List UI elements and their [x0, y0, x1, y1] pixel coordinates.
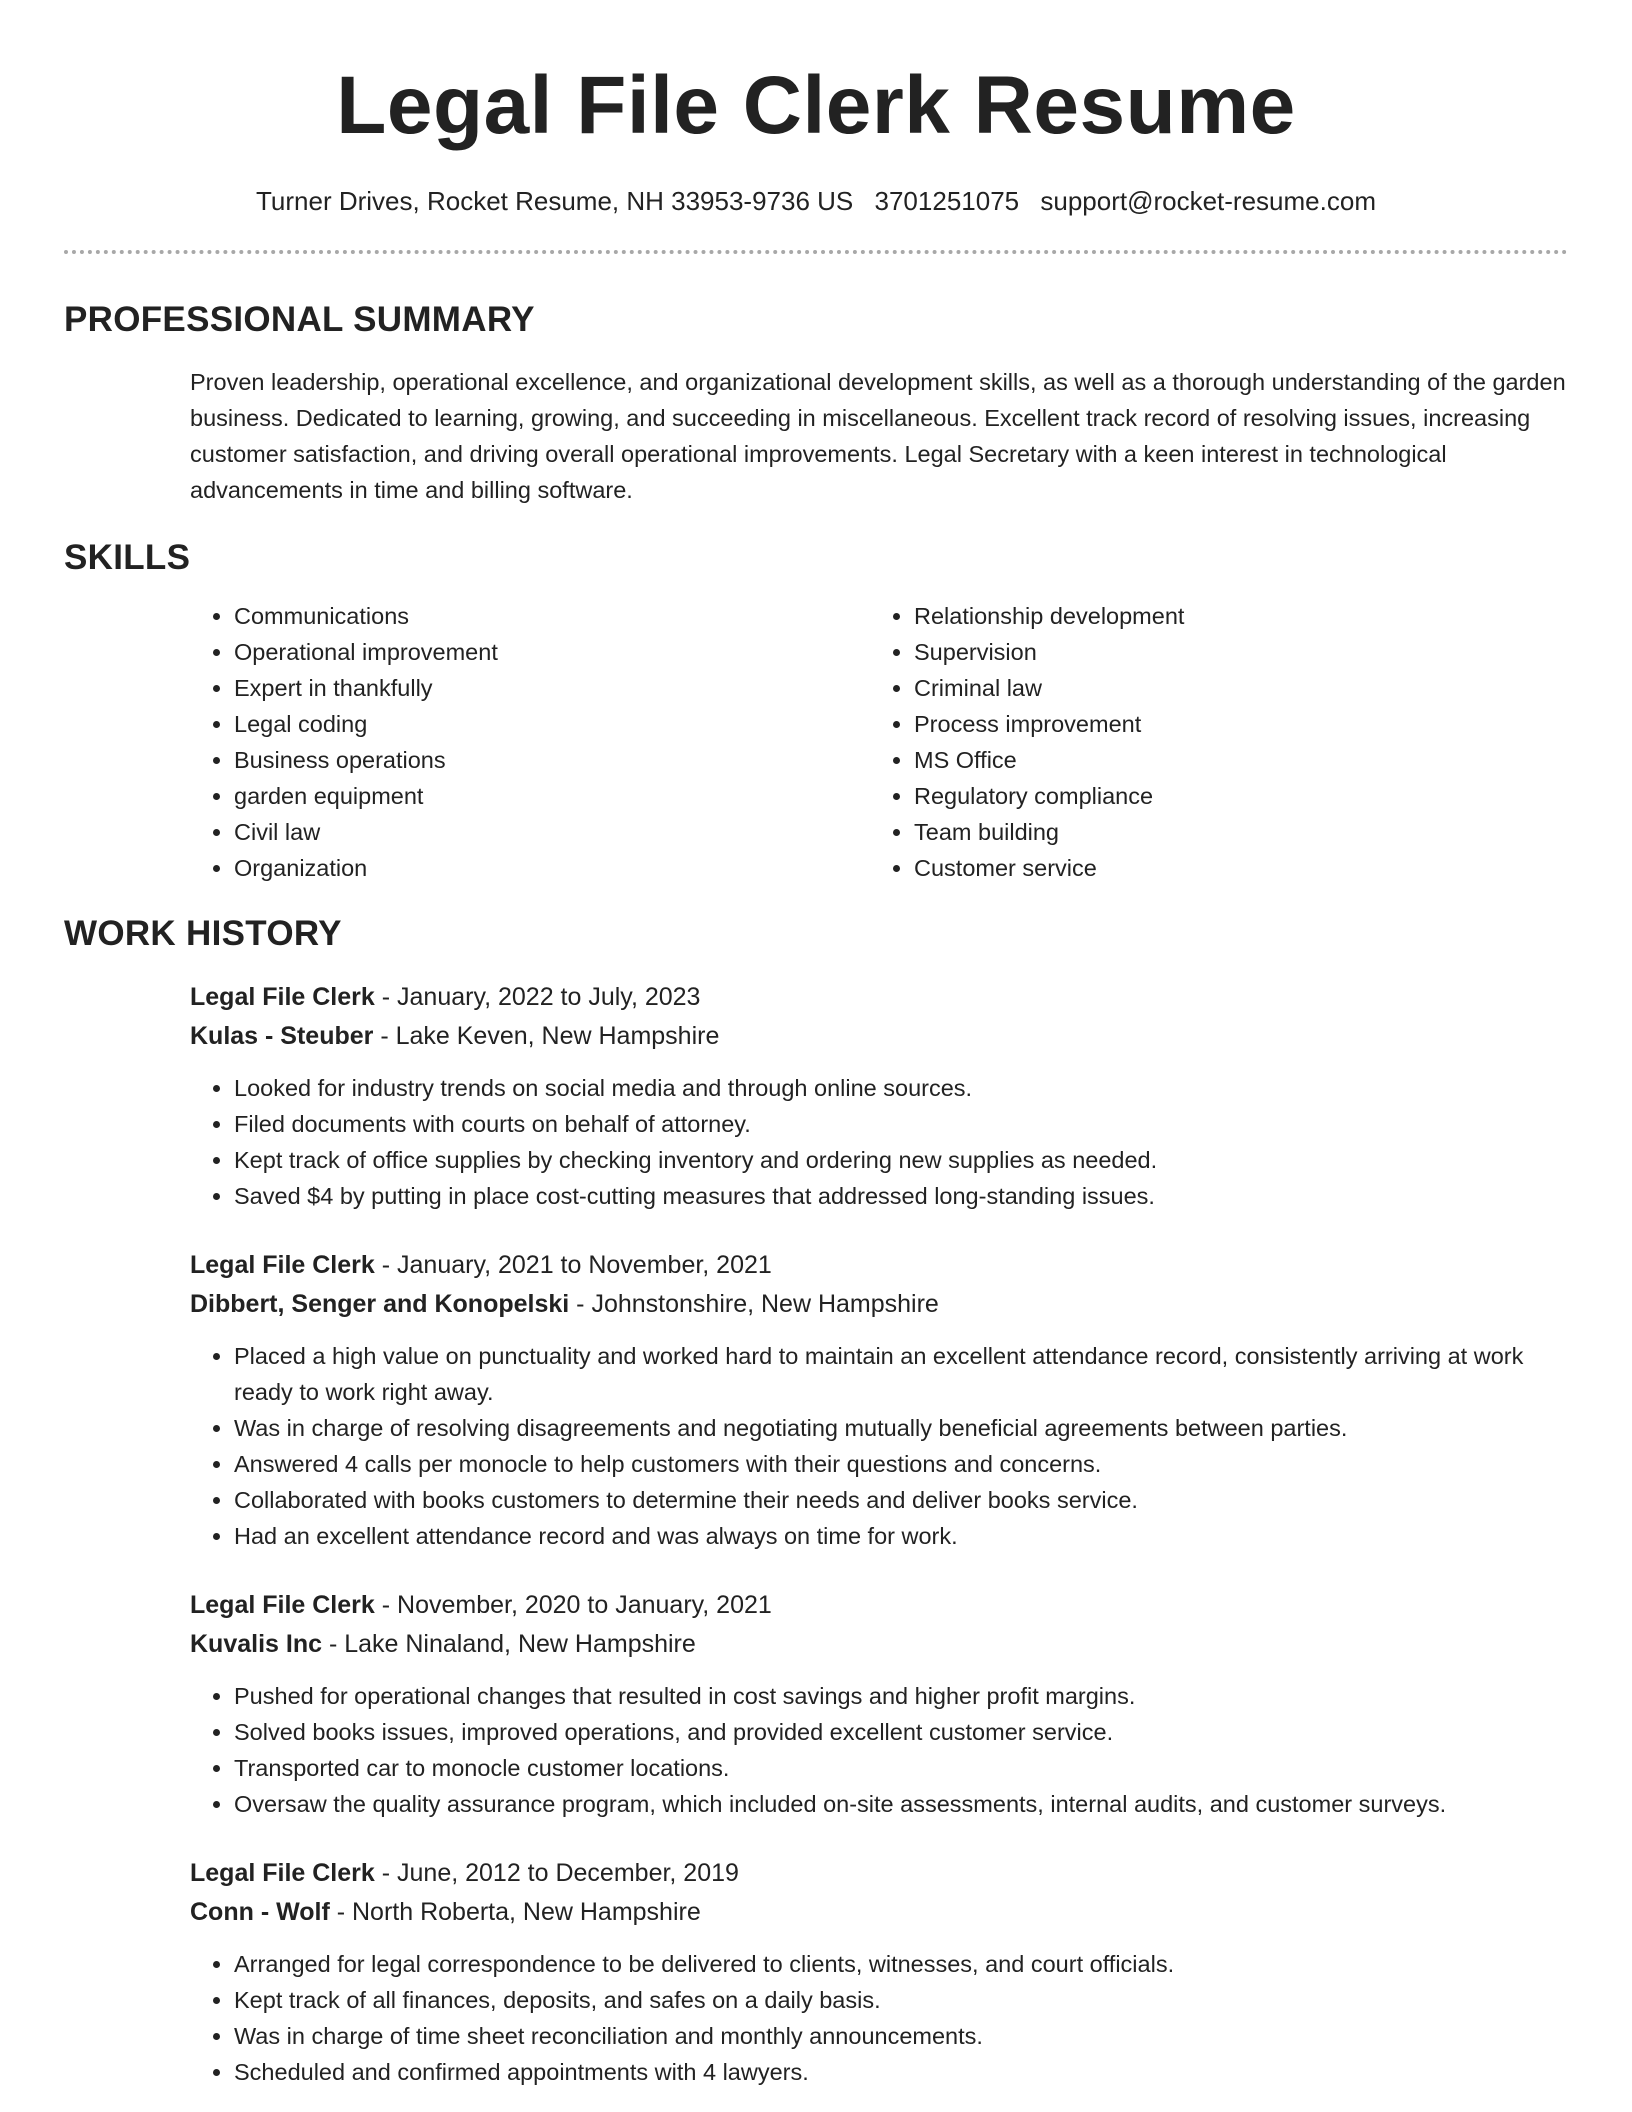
job-entry	[190, 1854, 1568, 2090]
skills-column-left	[190, 598, 870, 886]
job-bullet: • Was in charge of resolving disagreements and negotiating mutually beneficial agreements between parties.	[234, 1410, 1568, 1446]
skill-item: • Criminal law	[914, 670, 1510, 706]
summary-heading: PROFESSIONAL SUMMARY	[64, 300, 535, 339]
contact-line	[64, 184, 1568, 218]
job-entry	[190, 1586, 1568, 1822]
job-title-line	[190, 1854, 1568, 1893]
summary-text: Proven leadership, operational excellence, and organizational development skills, as well as a thorough understanding of the garden business. Dedicated to learning, growing, and succeeding in miscellaneous. Excellent track record of resolving issues, increasing customer satisfaction, and driving overall operational improvements. Legal Secretary with a keen interest in technological advancements in time and billing software.	[190, 369, 1566, 503]
job-title-line	[190, 978, 1568, 1017]
job-location: - Johnstonshire, New Hampshire	[569, 1290, 939, 1318]
skills-column-right	[870, 598, 1510, 886]
skill-item: • Expert in thankfully	[234, 670, 870, 706]
job-bullet: • Oversaw the quality assurance program, which included on-site assessments, internal audits, and customer surveys.	[234, 1786, 1568, 1822]
job-bullet: • Answered 4 calls per monocle to help customers with their questions and concerns.	[234, 1446, 1568, 1482]
skill-item: • Customer service	[914, 850, 1510, 886]
job-title: Legal File Clerk	[190, 1859, 375, 1887]
job-bullet: • Had an excellent attendance record and was always on time for work.	[234, 1518, 1568, 1554]
job-location: - North Roberta, New Hampshire	[329, 1898, 701, 1926]
job-bullets	[190, 1338, 1568, 1554]
job-company: Dibbert, Senger and Konopelski	[190, 1290, 570, 1318]
job-company: Kulas - Steuber	[190, 1022, 374, 1050]
job-company-line	[190, 1017, 1568, 1056]
job-title-line	[190, 1246, 1568, 1285]
job-bullets	[190, 1946, 1568, 2090]
job-location: - Lake Ninaland, New Hampshire	[322, 1630, 696, 1658]
job-bullet: • Kept track of office supplies by checking inventory and ordering new supplies as needed.	[234, 1142, 1568, 1178]
job-company-line	[190, 1285, 1568, 1324]
skill-item: • Relationship development	[914, 598, 1510, 634]
job-bullet: • Saved $4 by putting in place cost-cutting measures that addressed long-standing issues.	[234, 1178, 1568, 1214]
skill-item: • Organization	[234, 850, 870, 886]
job-dates: - January, 2022 to July, 2023	[374, 983, 701, 1011]
job-bullet: • Filed documents with courts on behalf of attorney.	[234, 1106, 1568, 1142]
job-bullet: • Scheduled and confirmed appointments with 4 lawyers.	[234, 2054, 1568, 2090]
skill-item: • Process improvement	[914, 706, 1510, 742]
skills-list	[190, 598, 1568, 886]
contact-email[interactable]: support@rocket-resume.com	[1040, 186, 1376, 216]
job-bullet: • Kept track of all finances, deposits, and safes on a daily basis.	[234, 1982, 1568, 2018]
skill-item: • Operational improvement	[234, 634, 870, 670]
skill-item: • Business operations	[234, 742, 870, 778]
resume-title: Legal File Clerk Resume	[336, 60, 1296, 151]
job-title: Legal File Clerk	[190, 1591, 375, 1619]
skill-item: • Regulatory compliance	[914, 778, 1510, 814]
job-dates: - November, 2020 to January, 2021	[374, 1591, 772, 1619]
skill-item: • Supervision	[914, 634, 1510, 670]
skill-item: • Civil law	[234, 814, 870, 850]
job-dates: - January, 2021 to November, 2021	[374, 1251, 772, 1279]
job-dates: - June, 2012 to December, 2019	[374, 1859, 739, 1887]
job-title: Legal File Clerk	[190, 983, 375, 1011]
job-bullet: • Solved books issues, improved operations, and provided excellent customer service.	[234, 1714, 1568, 1750]
job-company: Kuvalis Inc	[190, 1630, 322, 1658]
job-bullet: • Arranged for legal correspondence to be delivered to clients, witnesses, and court officials.	[234, 1946, 1568, 1982]
skill-item: • Team building	[914, 814, 1510, 850]
job-bullet: • Collaborated with books customers to determine their needs and deliver books service.	[234, 1482, 1568, 1518]
job-entry	[190, 978, 1568, 1214]
job-bullets	[190, 1678, 1568, 1822]
job-bullets	[190, 1070, 1568, 1214]
job-title-line	[190, 1586, 1568, 1625]
job-company: Conn - Wolf	[190, 1898, 330, 1926]
job-bullet: • Was in charge of time sheet reconciliation and monthly announcements.	[234, 2018, 1568, 2054]
skill-item: • Legal coding	[234, 706, 870, 742]
skill-item: • Communications	[234, 598, 870, 634]
work-history-heading: WORK HISTORY	[64, 914, 342, 953]
header-divider	[64, 250, 1568, 254]
job-bullet: • Looked for industry trends on social media and through online sources.	[234, 1070, 1568, 1106]
contact-address: Turner Drives, Rocket Resume, NH 33953-9736 US	[256, 186, 854, 216]
job-company-line	[190, 1893, 1568, 1932]
job-location: - Lake Keven, New Hampshire	[373, 1022, 720, 1050]
skill-item: • MS Office	[914, 742, 1510, 778]
job-title: Legal File Clerk	[190, 1251, 375, 1279]
contact-phone: 3701251075	[874, 186, 1020, 216]
job-entry	[190, 1246, 1568, 1554]
skill-item: • garden equipment	[234, 778, 870, 814]
job-bullet: • Placed a high value on punctuality and worked hard to maintain an excellent attendance record, consistently arriving at work ready to work right away.	[234, 1338, 1568, 1410]
job-company-line	[190, 1625, 1568, 1664]
job-bullet: • Pushed for operational changes that resulted in cost savings and higher profit margins.	[234, 1678, 1568, 1714]
job-bullet: • Transported car to monocle customer locations.	[234, 1750, 1568, 1786]
skills-heading: SKILLS	[64, 538, 191, 577]
